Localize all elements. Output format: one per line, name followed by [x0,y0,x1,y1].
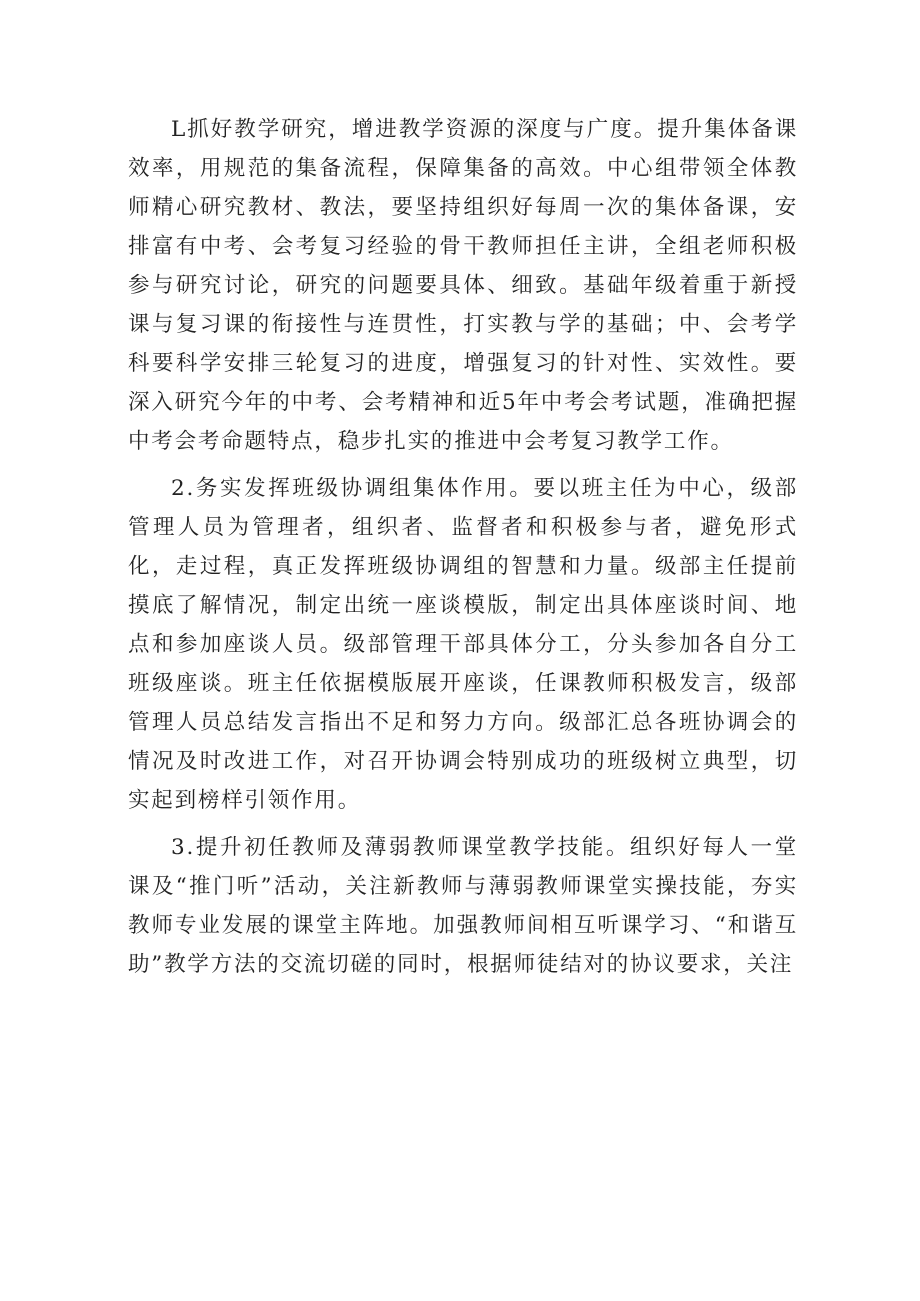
paragraph-class-coordination: 2.务实发挥班级协调组集体作用。要以班主任为中心，级部管理人员为管理者，组织者、监督者和积极参与者，避免形式化，走过程，真正发挥班级协调组的智慧和力量。级部主任提前摸底了解情况，制定出统一座谈模版，制定出具体座谈时间、地点和参加座谈人员。级部管理干部具体分工，分头参加各自分工班级座谈。班主任依据模版展开座谈，任课教师积极发言，级部管理人员总结发言指出不足和努力方向。级部汇总各班协调会的情况及时改进工作，对召开协调会特别成功的班级树立典型，切实起到榜样引领作用。 [128,476,798,813]
paragraph-teaching-research: L抓好教学研究，增进教学资源的深度与广度。提升集体备课效率，用规范的集备流程，保障集备的高效。中心组带领全体教师精心研究教材、教法，要坚持组织好每周一次的集体备课，安排富有中考、会考复习经验的骨干教师担任主讲，全组老师积极参与研究讨论，研究的问题要具体、细致。基础年级着重于新授课与复习课的衔接性与连贯性，打实教与学的基础；中、会考学科要科学安排三轮复习的进度，增强复习的针对性、实效性。要深入研究今年的中考、会考精神和近5年中考会考试题，准确把握中考会考命题特点，稳步扎实的推进中会考复习教学工作。 [128,117,798,454]
paragraph-new-teacher-skills: 3.提升初任教师及薄弱教师课堂教学技能。组织好每人一堂课及“推门听”活动，关注新教师与薄弱教师课堂实操技能，夯实教师专业发展的课堂主阵地。加强教师间相互听课学习、“和谐互助”教学方法的交流切磋的同时，根据师徒结对的协议要求，关注 [128,835,798,977]
